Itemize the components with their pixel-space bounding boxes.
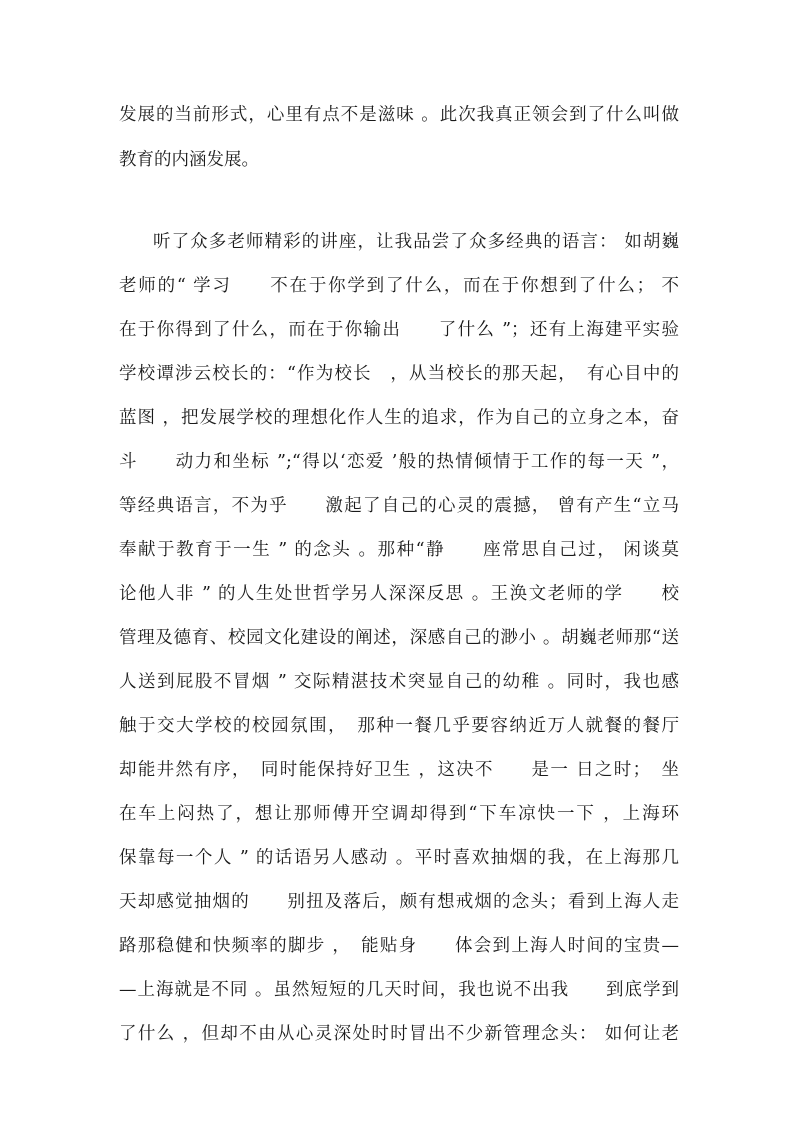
paragraph-2-line-7: 等经典语言，不为乎 激起了自己的心灵的震撼， 曾有产生“立马 — [119, 496, 679, 516]
paragraph-2-line-6: 斗 动力和坐标 ”;“得以‘恋爱 ’般的热情倾情于工作的每一天 ”， — [119, 452, 679, 472]
paragraph-1-line-1: 发展的当前形式，心里有点不是滋味 。此次我真正领会到了什么叫做 — [119, 105, 679, 125]
paragraph-2-line-13: 却能井然有序， 同时能保持好卫生 ，这决不 是一 日之时； 坐 — [119, 760, 679, 780]
paragraph-1-line-2: 教育的内涵发展。 — [119, 150, 259, 170]
paragraph-2-line-15: 保靠每一个人 ” 的话语另人感动 。平时喜欢抽烟的我，在上海那几 — [119, 848, 679, 868]
paragraph-2-line-2: 老师的“ 学习 不在于你学到了什么，而在于你想到了什么； 不 — [119, 276, 679, 296]
paragraph-2-line-1: 听了众多老师精彩的讲座，让我品尝了众多经典的语言： 如胡巍 — [153, 232, 679, 252]
paragraph-2-line-19: 了什么 ，但却不由从心灵深处时时冒出不少新管理念头： 如何让老 — [119, 1024, 679, 1044]
paragraph-2-line-3: 在于你得到了什么，而在于你输出 了什么 ”；还有上海建平实验 — [119, 320, 679, 340]
paragraph-2-line-5: 蓝图 ，把发展学校的理想化作人生的追求，作为自己的立身之本，奋 — [119, 408, 679, 428]
paragraph-2-line-12: 触于交大学校的校园氛围， 那种一餐几乎要容纳近万人就餐的餐厅 — [119, 716, 679, 736]
paragraph-2-line-14: 在车上闷热了，想让那师傅开空调却得到“下车凉快一下 ，上海环 — [119, 804, 679, 824]
paragraph-2-line-16: 天却感觉抽烟的 别扭及落后，颇有想戒烟的念头；看到上海人走 — [119, 892, 679, 912]
paragraph-2-line-10: 管理及德育、校园文化建设的阐述，深感自己的渺小 。胡巍老师那“送 — [119, 628, 679, 648]
paragraph-2-line-18: —上海就是不同 。虽然短短的几天时间，我也说不出我 到底学到 — [119, 980, 679, 1000]
paragraph-2-line-17: 路那稳健和快频率的脚步 ， 能贴身 体会到上海人时间的宝贵— — [119, 936, 679, 956]
paragraph-2-line-4: 学校谭涉云校长的：“作为校长 ，从当校长的那天起， 有心目中的 — [119, 364, 679, 384]
paragraph-2-line-9: 论他人非 ” 的人生处世哲学另人深深反思 。王涣文老师的学 校 — [119, 584, 679, 604]
paragraph-2-line-11: 人送到屁股不冒烟 ” 交际精湛技术突显自己的幼稚 。同时，我也感 — [119, 672, 679, 692]
paragraph-2-line-8: 奉献于教育于一生 ” 的念头 。那种“静 座常思自己过， 闲谈莫 — [119, 540, 679, 560]
